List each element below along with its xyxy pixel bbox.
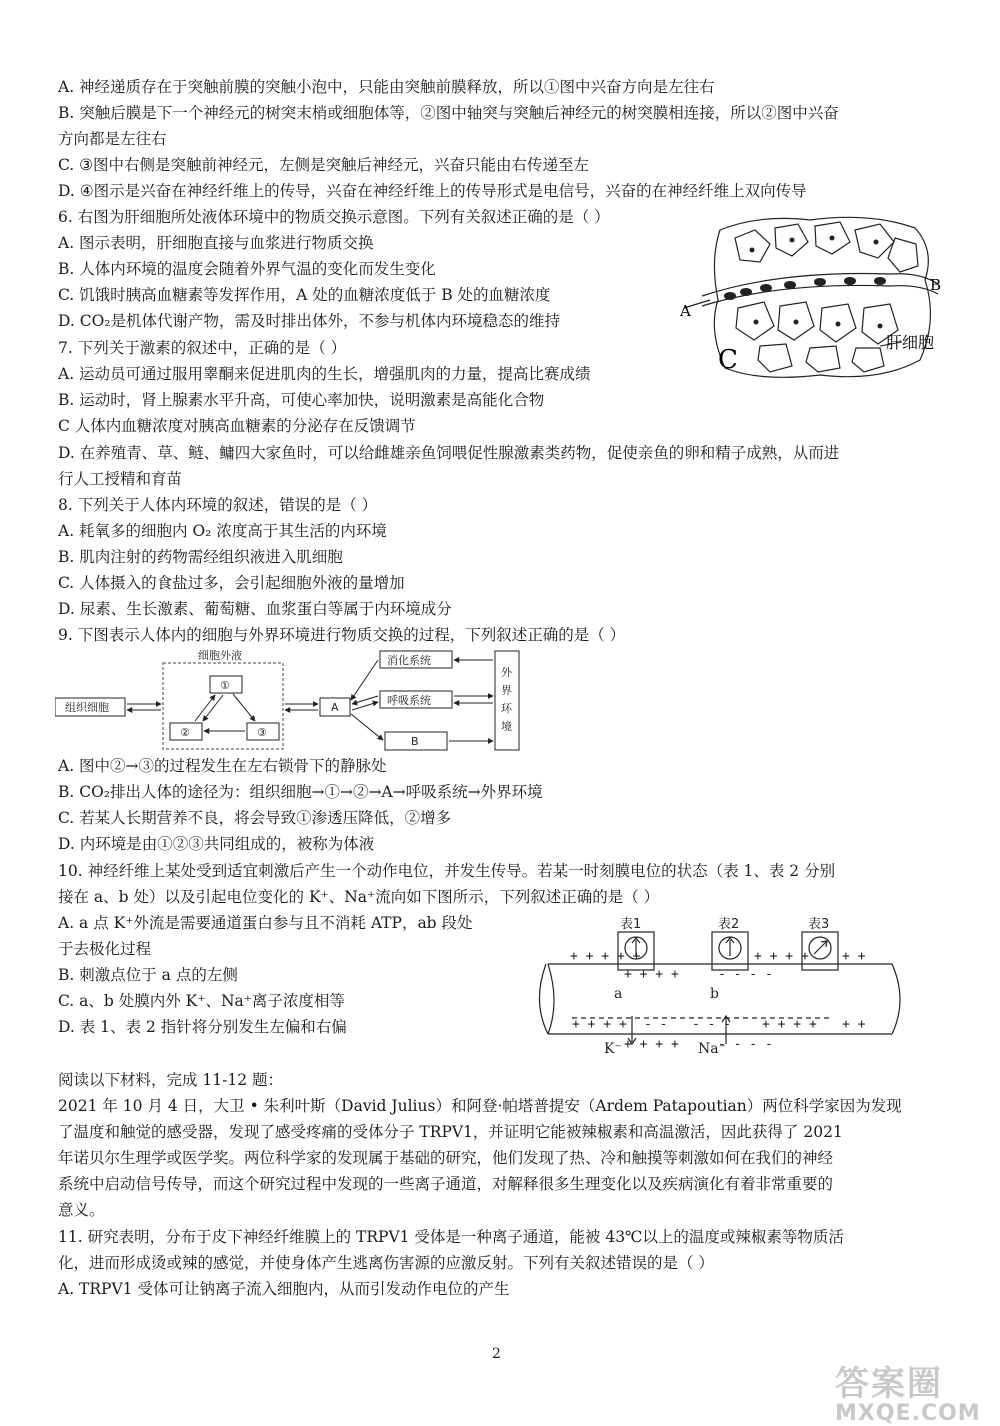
- watermark-line-2: MXQE.COM: [835, 1401, 981, 1426]
- svg-text:- -: - -: [644, 1017, 668, 1032]
- liver-cell-diagram: [680, 210, 950, 385]
- passage-line: 系统中启动信号传导，而这个研究过程中发现的一些离子通道，对解释很多生理变化以及疾病演化有着非常重要的: [58, 1175, 834, 1193]
- svg-text:- - - -: - - - -: [718, 967, 773, 982]
- q9-option-c: C. 若某人长期营养不良，将会导致①渗透压降低，②增多: [58, 809, 452, 827]
- q7-option-a: A. 运动员可通过服用睾酮来促进肌肉的生长，增强肌肉的力量，提高比赛成绩: [58, 365, 591, 383]
- q11-option-a: A. TRPV1 受体可让钠离子流入细胞内，从而引发动作电位的产生: [58, 1280, 510, 1298]
- q9-option-a: A. 图中②→③的过程发生在左右锁骨下的静脉处: [58, 757, 387, 775]
- question-9: 9. 下图表示人体内的细胞与外界环境进行物质交换的过程，下列叙述正确的是（ ）: [58, 626, 626, 644]
- question-11: 11. 研究表明，分布于皮下神经纤维膜上的 TRPV1 受体是一种离子通道，能被 43℃以上的温度或辣椒素等物质活: [58, 1228, 844, 1246]
- question-8: 8. 下列关于人体内环境的叙述，错误的是（ ）: [58, 496, 378, 514]
- svg-text:+ +: + +: [842, 949, 866, 964]
- label-b: B: [930, 276, 942, 294]
- text-line: B. 突触后膜是下一个神经元的树突末梢或细胞体等，②图中轴突与突触后神经元的树突膜相连接，所以②图中兴奋: [58, 104, 839, 122]
- svg-text:- - - -: - - - -: [718, 1037, 773, 1052]
- meter-3-label: 表3: [808, 917, 830, 932]
- point-a: a: [614, 986, 623, 1002]
- q9-option-b: B. CO₂排出人体的途径为：组织细胞→①→②→A→呼吸系统→外界环境: [58, 783, 543, 801]
- svg-text:+ + + +: + + + +: [572, 1017, 627, 1032]
- text-line: 方向都是左往右: [58, 130, 167, 148]
- watermark-line-1: 答案圈: [835, 1364, 943, 1404]
- k-label: K⁻: [604, 1041, 622, 1057]
- q8-option-c: C. 人体摄入的食盐过多，会引起细胞外液的量增加: [58, 574, 405, 592]
- question-7: 7. 下列关于激素的叙述中，正确的是（ ）: [58, 339, 347, 357]
- env-char: 境: [501, 720, 512, 733]
- svg-text:+ + + +: + + + +: [624, 967, 679, 982]
- q10-option-b: B. 刺激点位于 a 点的左侧: [58, 966, 238, 984]
- nerve-fiber-diagram: [532, 912, 912, 1057]
- label-liver-cell: 肝细胞: [886, 333, 935, 352]
- svg-text:+ + + +: + + + +: [762, 1017, 817, 1032]
- label-c: C: [718, 345, 738, 375]
- tissue-cell-label: 组织细胞: [65, 701, 109, 714]
- text-line: 于去极化过程: [58, 940, 152, 958]
- q9-option-d: D. 内环境是由①②③共同组成的，被称为体液: [58, 835, 375, 853]
- q6-option-b: B. 人体内环境的温度会随着外界气温的变化而发生变化: [58, 260, 436, 278]
- svg-text:- - -: - - -: [692, 1017, 732, 1032]
- q6-option-a: A. 图示表明，肝细胞直接与血浆进行物质交换: [58, 234, 374, 252]
- meter-1-label: 表1: [620, 917, 642, 932]
- meter-2-label: 表2: [718, 917, 740, 932]
- node-a: A: [331, 701, 339, 714]
- passage-line: 2021 年 10 月 4 日，大卫 • 朱利叶斯（David Julius）和阿登·帕塔普提安（Ardem Patapoutian）两位科学家因为发现: [58, 1097, 902, 1115]
- node-3: ③: [257, 726, 267, 739]
- node-b: B: [411, 735, 419, 748]
- point-b: b: [710, 986, 719, 1002]
- q10-option-a: A. a 点 K⁺外流是需要通道蛋白参与且不消耗 ATP，ab 段处: [58, 914, 473, 932]
- text-line: A. 神经递质存在于突触前膜的突触小泡中，只能由突触前膜释放，所以①图中兴奋方向是左往右: [58, 78, 715, 96]
- svg-text:+ + + + +: + + + + +: [570, 949, 641, 964]
- passage-line: 年诺贝尔生理学或医学奖。两位科学家的发现属于基础的研究，他们发现了热、冷和触摸等刺激如何在我们的神经: [58, 1149, 834, 1167]
- q7-option-c: C 人体内血糖浓度对胰高血糖素的分泌存在反馈调节: [58, 417, 416, 435]
- resp-system: 呼吸系统: [387, 694, 431, 707]
- env-char: 环: [501, 702, 512, 715]
- text-line: 接在 a、b 处）以及引起电位变化的 K⁺、Na⁺流向如下图所示，下列叙述正确的是（ ）: [58, 888, 660, 906]
- q8-option-b: B. 肌肉注射的药物需经组织液进入肌细胞: [58, 548, 343, 566]
- q10-option-d: D. 表 1、表 2 指针将分别发生左偏和右偏: [58, 1018, 347, 1036]
- node-1: ①: [220, 679, 230, 692]
- question-6: 6. 右图为肝细胞所处液体环境中的物质交换示意图。下列有关叙述正确的是（ ）: [58, 208, 610, 226]
- passage-line: 意义。: [58, 1201, 105, 1219]
- exchange-flow-diagram: [55, 648, 530, 754]
- q8-option-a: A. 耗氧多的细胞内 O₂ 浓度高于其生活的内环境: [58, 522, 387, 540]
- env-char: 界: [501, 684, 512, 697]
- q7-option-d: D. 在养殖青、草、鲢、鳙四大家鱼时，可以给雌雄亲鱼饲喂促性腺激素类药物，促使亲鱼的卵和精子成熟，从而进: [58, 444, 840, 462]
- question-10: 10. 神经纤维上某处受到适宜刺激后产生一个动作电位，并发生传导。若某一时刻膜电位的状态（表 1、表 2 分别: [58, 862, 836, 880]
- text-line: 化，进而形成烫或辣的感觉，并使身体产生逃离伤害源的应激反射。下列有关叙述错误的是（ ）: [58, 1254, 714, 1272]
- ecf-label: 细胞外液: [198, 649, 242, 662]
- watermark: [835, 1356, 981, 1426]
- text-line: D. ④图示是兴奋在神经纤维上的传导，兴奋在神经纤维上的传导形式是电信号，兴奋的在神经纤维上双向传导: [58, 182, 807, 200]
- text-line: 行人工授精和育苗: [58, 470, 183, 488]
- svg-text:+ + + +: + + + +: [754, 949, 809, 964]
- q6-option-d: D. CO₂是机体代谢产物，需及时排出体外，不参与机体内环境稳态的维持: [58, 312, 561, 330]
- env-char: 外: [501, 666, 512, 679]
- svg-text:+ +: + +: [842, 1017, 866, 1032]
- reading-intro: 阅读以下材料，完成 11-12 题：: [58, 1071, 284, 1089]
- text-line: C. ③图中右侧是突触前神经元，左侧是突触后神经元，兴奋只能由右传递至左: [58, 156, 590, 174]
- q6-option-c: C. 饥饿时胰高血糖素等发挥作用，A 处的血糖浓度低于 B 处的血糖浓度: [58, 286, 551, 304]
- label-a: A: [680, 302, 691, 320]
- q8-option-d: D. 尿素、生长激素、葡萄糖、血浆蛋白等属于内环境成分: [58, 600, 452, 618]
- passage-line: 了温度和触觉的感受器，发现了感受疼痛的受体分子 TRPV1，并证明它能被辣椒素和高温激活，因此获得了 2021: [58, 1123, 843, 1141]
- na-label: Na⁻: [698, 1041, 726, 1057]
- node-2: ②: [180, 726, 190, 739]
- q7-option-b: B. 运动时，肾上腺素水平升高，可使心率加快，说明激素是高能化合物: [58, 391, 545, 409]
- svg-text:+ + + +: + + + +: [624, 1037, 679, 1052]
- digest-system: 消化系统: [387, 654, 431, 667]
- q10-option-c: C. a、b 处膜内外 K⁺、Na⁺离子浓度相等: [58, 992, 345, 1010]
- page-number: 2: [492, 1346, 501, 1362]
